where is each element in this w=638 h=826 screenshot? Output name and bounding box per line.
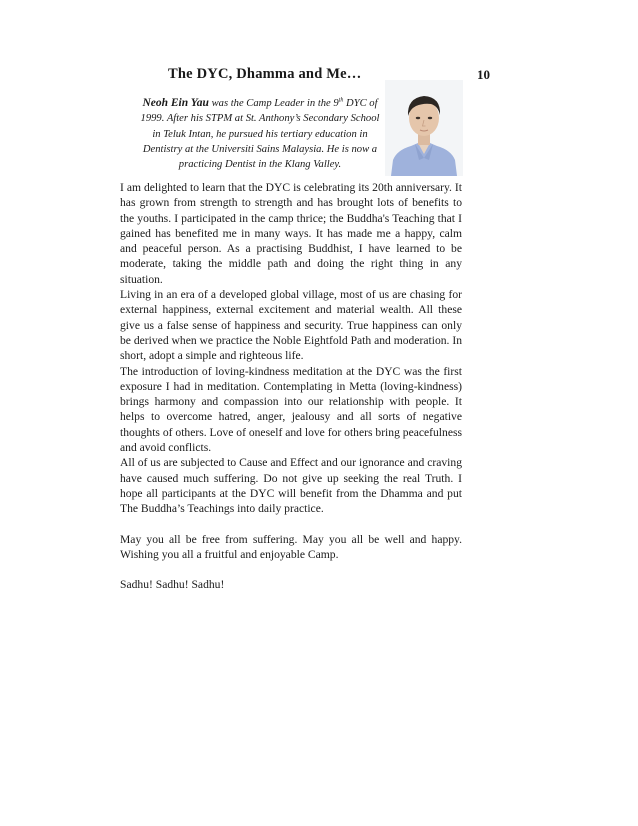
paragraph: All of us are subjected to Cause and Effect and our ignorance and craving have caused much suffering. Do not give up seeking the real Truth. I hope all participants at the DYC will benefit from the Dhamma and put The Buddha’s Teachings into daily practice. <box>120 456 462 516</box>
bio-superscript: th <box>338 97 344 104</box>
page-number: 10 <box>477 67 490 82</box>
paragraph: The introduction of loving-kindness meditation at the DYC was the first exposure I had in meditation. Contemplating in Metta (loving-kindness) brings harmony and compassion into our relationship with people. It helps to overcome hatred, anger, jealousy and all sorts of negative thoughts of others. Love of oneself and love for others bring peacefulness and avoid conflicts. <box>120 364 462 455</box>
author-bio <box>140 96 380 172</box>
bio-text-end: DYC of 1999. After his STPM at St. Anthony’s Secondary School in Teluk Intan, he pursued his tertiary education in Dentistry at the Universiti Sains Malaysia. He is now a practicing Dentist in the Klang Valley. <box>140 98 380 171</box>
author-photo <box>385 80 463 176</box>
paragraph: May you all be free from suffering. May you all be well and happy. Wishing you all a fruitful and enjoyable Camp. <box>120 532 462 561</box>
paragraph: I am delighted to learn that the DYC is celebrating its 20th anniversary. It has grown from strength to strength and has brought lots of benefits to the youths. I participated in the camp thrice; the Buddha's Teaching that I gained has benefited me in many ways. It has made me a happy, calm and peaceful person. As a practising Buddhist, I have learned to be moderate, taking the middle path and doing the right thing in any situation. <box>120 181 462 286</box>
article-body <box>120 180 462 592</box>
closing-line: Sadhu! Sadhu! Sadhu! <box>120 578 225 592</box>
portrait-image <box>385 80 463 176</box>
author-name: Neoh Ein Yau <box>142 97 209 109</box>
paragraph: Living in an era of a developed global village, most of us are chasing for external happiness, external excitement and material wealth. All these give us a false sense of happiness and security. True happiness can only be derived when we practice the Noble Eightfold Path and moderation. In short, adopt a simple and righteous life. <box>120 288 462 363</box>
page-title: The DYC, Dhamma and Me… <box>168 66 362 82</box>
bio-text-start: was the Camp Leader in the 9 <box>208 98 339 109</box>
